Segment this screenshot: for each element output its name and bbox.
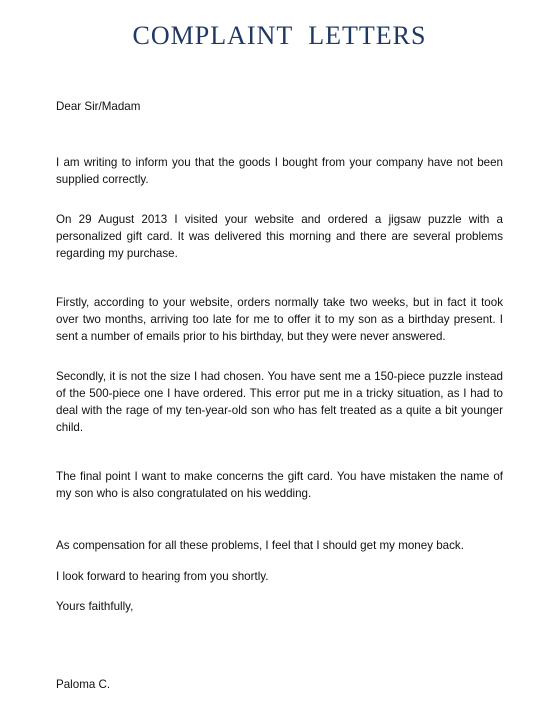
- salutation: Dear Sir/Madam: [56, 100, 141, 113]
- signature: Paloma C.: [56, 678, 111, 691]
- paragraph-closing-remark: I look forward to hearing from you shortly.: [56, 570, 269, 583]
- paragraph-order-details: On 29 August 2013 I visited your website and ordered a jigsaw puzzle with a personalized gift card. It was delivered this morning and there are several problems regarding my purchase.: [56, 213, 503, 260]
- paragraph-second-problem: Secondly, it is not the size I had chosen. You have sent me a 150-piece puzzle instead of the 500-piece one I have ordered. This error put me in a tricky situation, as I had to deal with the rage of my ten-year-old son who has felt treated as a quite a bit younger child.: [56, 370, 503, 434]
- paragraph-intro: I am writing to inform you that the goods I bought from your company have not been supplied correctly.: [56, 156, 503, 186]
- paragraph-first-problem: Firstly, according to your website, orders normally take two weeks, but in fact it took over two months, arriving too late for me to offer it to my son as a birthday present. I sent a number of emails prior to his birthday, but they were never answered.: [56, 296, 503, 343]
- page-title: COMPLAINT LETTERS: [132, 21, 427, 50]
- closing-line: Yours faithfully,: [56, 600, 134, 613]
- paragraph-third-problem: The final point I want to make concerns the gift card. You have mistaken the name of my son who is also congratulated on his wedding.: [56, 470, 503, 500]
- paragraph-compensation: As compensation for all these problems, I feel that I should get my money back.: [56, 539, 464, 552]
